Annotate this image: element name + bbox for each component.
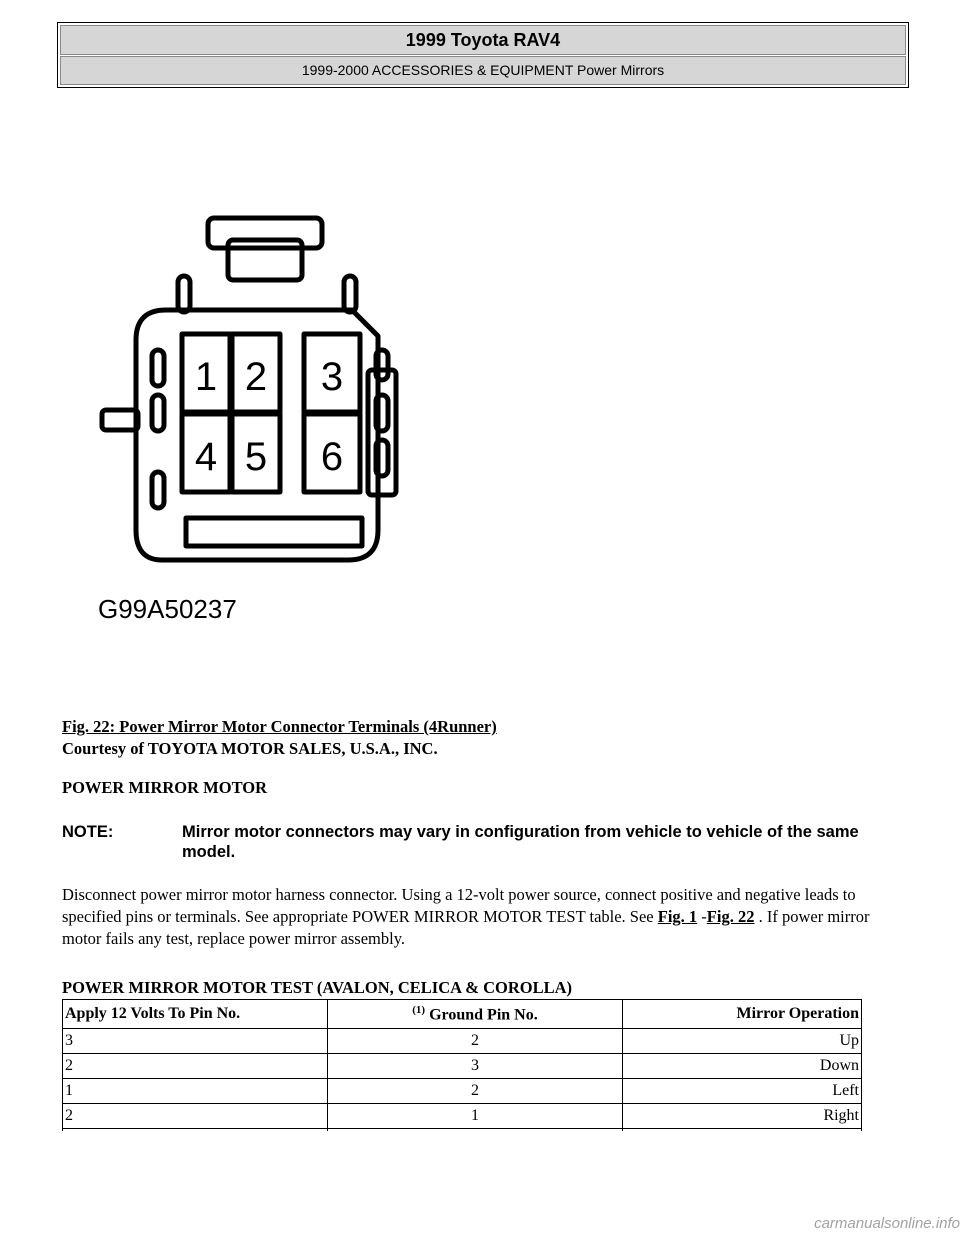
table-row: 1 2 Left — [63, 1079, 862, 1104]
note-text: Mirror motor connectors may vary in configuration from vehicle to vehicle of the same model. — [182, 823, 859, 861]
col-ground-pin: $^{(1)}$ Ground Pin No. — [328, 1000, 623, 1029]
pin-label-6: 6 — [320, 435, 344, 479]
connector-tab-left — [178, 276, 190, 312]
pin-label-3: 3 — [320, 355, 344, 399]
connector-bottom-slot — [186, 518, 362, 546]
col-apply-pin: Apply 12 Volts To Pin No. — [63, 1000, 328, 1029]
paragraph-sep: - — [697, 907, 707, 926]
pin-label-2: 2 — [244, 355, 268, 399]
connector-key — [102, 410, 138, 430]
section-heading: POWER MIRROR MOTOR — [62, 778, 268, 797]
connector-diagram — [90, 210, 430, 630]
col-mirror-operation: Mirror Operation — [623, 1000, 862, 1029]
fig-1-link[interactable]: Fig. 1 — [657, 907, 698, 926]
document-subtitle: 1999-2000 ACCESSORIES & EQUIPMENT Power Mirrors — [60, 56, 906, 85]
instruction-paragraph — [62, 884, 892, 950]
note-label: NOTE: — [62, 823, 114, 841]
pin-label-4: 4 — [194, 435, 218, 479]
figure-code: G99A50237 — [98, 594, 237, 624]
page-header — [57, 22, 909, 88]
footnote-marker: (1) — [412, 1003, 426, 1016]
table-heading: POWER MIRROR MOTOR TEST (AVALON, CELICA & COROLLA) — [62, 978, 573, 997]
document-title: 1999 Toyota RAV4 — [60, 25, 906, 55]
connector-latch-outer — [208, 218, 322, 248]
figure-courtesy: Courtesy of TOYOTA MOTOR SALES, U.S.A., INC. — [62, 739, 438, 758]
table-continuation-row — [63, 1129, 862, 1132]
table-header-row — [63, 1000, 862, 1029]
paragraph-text-2: . If power mirror motor fails any test, replace power mirror assembly. — [62, 907, 870, 948]
connector-tab-right — [344, 276, 356, 312]
table-row: 2 3 Down — [63, 1054, 862, 1079]
motor-test-table — [62, 999, 862, 1131]
table-row: 3 2 Up — [63, 1029, 862, 1054]
pin-label-1: 1 — [194, 355, 218, 399]
site-watermark: carmanualsonline.info — [814, 1215, 960, 1232]
pin-label-5: 5 — [244, 435, 268, 479]
fig-22-link[interactable]: Fig. 22 — [706, 907, 755, 926]
table-row: 2 1 Right — [63, 1104, 862, 1129]
figure-caption — [62, 716, 497, 760]
figure-title: Fig. 22: Power Mirror Motor Connector Terminals (4Runner) — [62, 717, 497, 736]
paragraph-text-1: Disconnect power mirror motor harness connector. Using a 12-volt power source, connect positive and negative leads to specified pins or terminals. See appropriate POWER MIRROR MOTOR TEST table. See — [62, 885, 856, 926]
